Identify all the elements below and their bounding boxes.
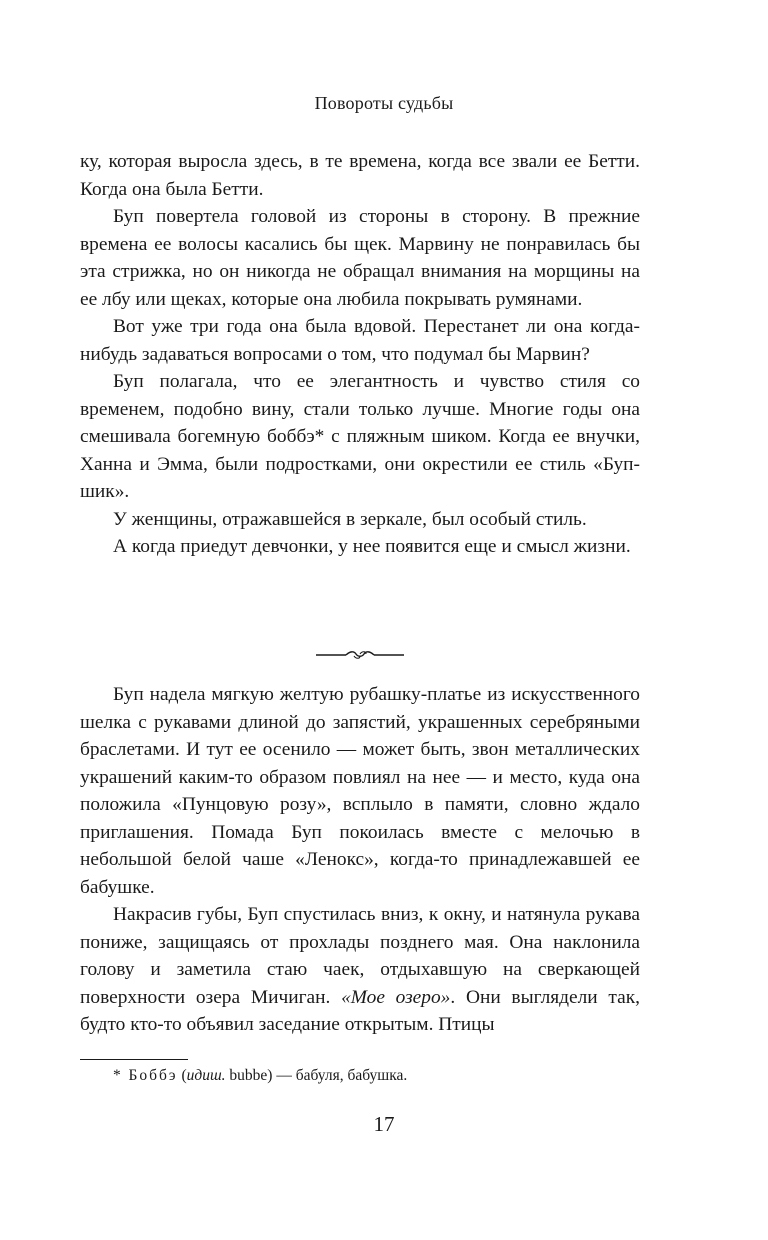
text-section-1 [80, 148, 640, 561]
running-title: Повороты судьбы [314, 93, 454, 113]
paragraph [80, 901, 640, 1039]
paragraph-text: . Они выглядели так, будто кто-то объявил заседание открытым. Птицы [80, 986, 640, 1035]
paragraph: У женщины, отражавшейся в зеркале, был особый стиль. [113, 508, 587, 530]
footnote-abbreviation: идиш. [186, 1067, 226, 1084]
footnote-paren: ( [177, 1067, 187, 1084]
paragraph: ку, которая выросла здесь, в те времена, когда все звали ее Бетти. Когда она была Бетти. [80, 151, 640, 200]
paragraph: Буп полагала, что ее элегантность и чувство стиля со временем, подобно вину, стали только лучше. Многие годы она смешивала богемную боббэ* с пляжным шиком. Когда ее внучки, Ханна и Эмма, были подростками, они окрестили ее стиль «Буп-шик». [80, 371, 640, 502]
footnote-divider [80, 1059, 188, 1060]
paragraph: Буп повертела головой из стороны в сторону. В прежние времена ее волосы касались бы щек. Марвину не понравилась бы эта стрижка, но он никогда не обращал внимания на морщины на ее лбу или щеках, которые она любила покрывать румянами. [80, 206, 640, 310]
paragraph: Вот уже три года она была вдовой. Перестанет ли она когда-нибудь задаваться вопросами о том, что подумал бы Марвин? [80, 316, 640, 365]
footnote [113, 1066, 407, 1086]
emphasis-text: «Мое озеро» [341, 986, 451, 1008]
footnote-marker: * [113, 1067, 121, 1084]
footnote-term: Боббэ [128, 1067, 178, 1084]
paragraph: Буп надела мягкую желтую рубашку-платье из искусственного шелка с рукавами длиной до запястий, украшенных серебряными браслетами. И тут ее осенило — может быть, звон металлических украшений каким-то образом повлиял на нее — и место, куда она положила «Пунцовую розу», всплыло в памяти, словно ждало приглашения. Помада Буп покоилась вместе с мелочью в небольшой белой чаше «Ленокс», когда-то принадлежавшей ее бабушке. [80, 684, 640, 898]
footnote-definition: — бабуля, бабушка. [272, 1067, 408, 1084]
text-section-2 [80, 681, 640, 1039]
footnote-source-word: bubbe) [225, 1067, 273, 1084]
paragraph-text: Накрасив губы, Буп спустилась вниз, к окну, и натянула рукава пониже, защищаясь от прохлады позднего мая. Она наклонила голову и заметила стаю чаек, отдыхавшую на сверкающей поверхности озера Мичиган. [80, 904, 640, 1008]
paragraph: А когда приедут девчонки, у нее появится еще и смысл жизни. [113, 536, 631, 557]
decorative-flourish-icon [316, 645, 404, 665]
page-number: 17 [373, 1112, 395, 1136]
